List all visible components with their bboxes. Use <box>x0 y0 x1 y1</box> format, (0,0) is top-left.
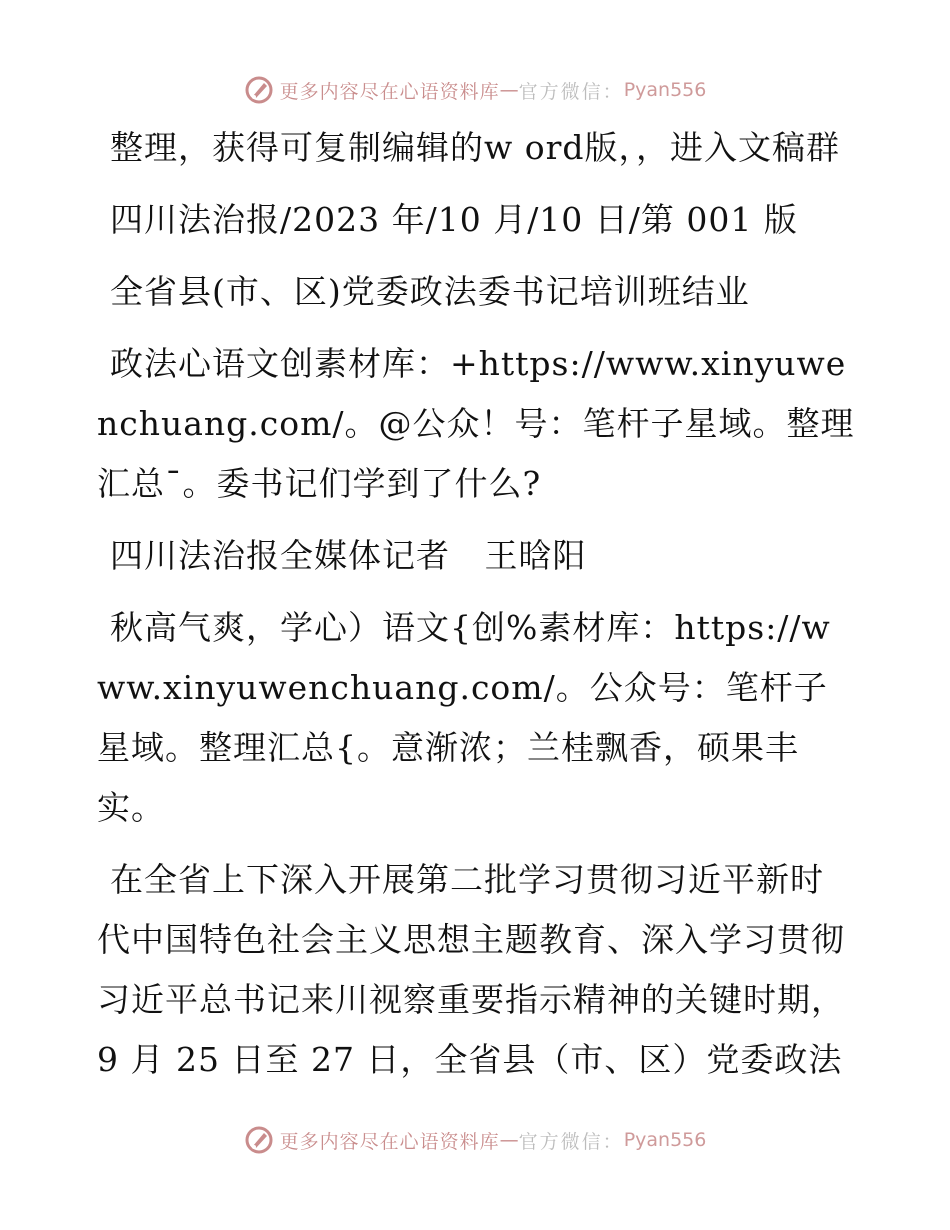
footer-banner-wechat-id: Pyan556 <box>623 1129 707 1151</box>
paragraph-body: 在全省上下深入开展第二批学习贯彻习近平新时代中国特色社会主义思想主题教育、深入学习贯彻习近平总书记来川视察重要指示精神的关键时期，9 月 25 日至 27 日，全省县（市、区）党委政法 <box>97 860 845 1079</box>
header-banner-separator: — <box>499 79 519 101</box>
footer-banner-text: 更多内容尽在心语资料库 <box>279 1130 500 1153</box>
footer-banner-separator: — <box>499 1129 519 1151</box>
footer-banner-label: 官方微信： <box>518 1130 624 1153</box>
header-banner-label: 官方微信： <box>518 80 624 103</box>
paragraph-lead: 秋高气爽，学心）语文{创%素材库：https://www.xinyuwenchuang.com/。公众号：笔杆子星域。整理汇总{。意渐浓；兰桂飘香，硕果丰实。 <box>97 608 831 827</box>
paragraph-resource-note: 政法心语文创素材库：+https://www.xinyuwenchuang.com/。@公众！号：笔杆子星域。整理汇总¯。委书记们学到了什么? <box>97 344 855 503</box>
header-banner-wechat-id: Pyan556 <box>623 79 707 101</box>
header-banner <box>0 70 950 110</box>
paragraph-source: 四川法治报/2023 年/10 月/10 日/第 001 版 <box>110 200 798 239</box>
document-body <box>97 118 857 1102</box>
header-banner-text: 更多内容尽在心语资料库 <box>279 80 500 103</box>
pen-logo-icon <box>244 1125 274 1155</box>
footer-banner <box>0 1120 950 1160</box>
paragraph-author: 四川法治报全媒体记者 王晗阳 <box>110 536 587 575</box>
paragraph-intro: 整理，获得可复制编辑的w ord版，，进入文稿群 <box>110 128 841 167</box>
pen-logo-icon <box>244 75 274 105</box>
paragraph-headline: 全省县(市、区)党委政法委书记培训班结业 <box>110 272 750 311</box>
